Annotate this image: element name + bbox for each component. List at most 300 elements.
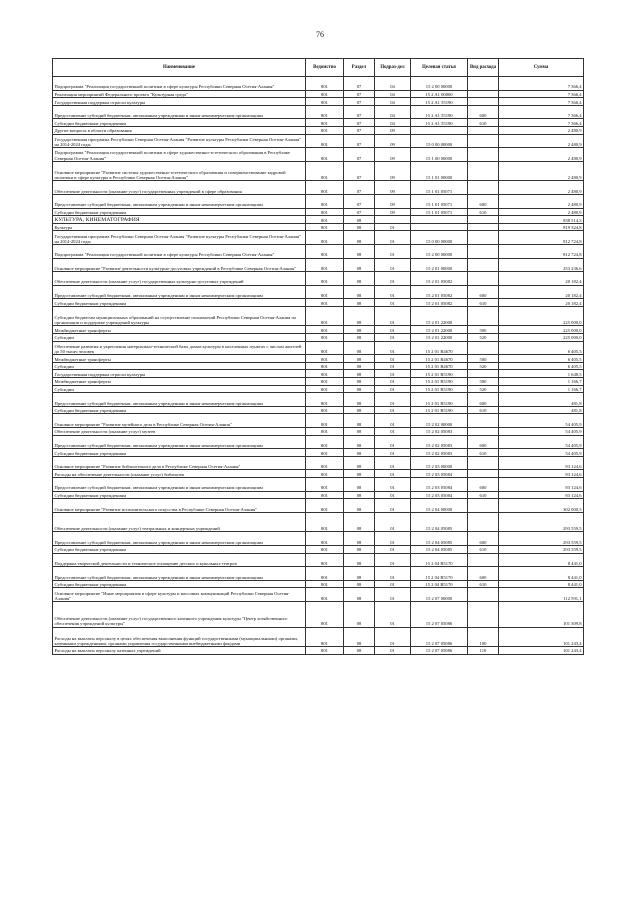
cell-section: 07 [344,194,375,208]
cell-dept: 801 [306,362,344,370]
cell-sum: 2 480,9 [499,126,584,134]
cell-section: 07 [344,98,375,106]
cell-target: 15 0 00 00000 [411,134,468,148]
cell-target: 15 2 04 05085 [411,512,468,532]
cell-target: 15 0 00 00000 [411,231,468,245]
cell-dept: 801 [306,272,344,286]
cell-section: 08 [344,553,375,567]
cell-exp-type: 610 [468,491,499,499]
cell-section: 08 [344,223,375,231]
cell-target: 15 1 01 05071 [411,181,468,195]
cell-sum: 1 648,5 [499,370,584,378]
cell-target: 15 2 01 R5190 [411,393,468,407]
cell-exp-type [468,272,499,286]
cell-dept: 801 [306,378,344,386]
cell-sum: 8 441,0 [499,553,584,567]
cell-name: Предоставление субсидий бюджетным, автономным учреждениям и иным некоммерческим организациям [53,435,306,449]
table-row [53,231,584,245]
cell-dept: 801 [306,627,344,647]
table-row [53,456,584,470]
cell-name: Субсидии [53,385,306,393]
cell-sum: 8 441,0 [499,567,584,581]
cell-dept: 801 [306,208,344,216]
cell-section: 08 [344,449,375,457]
cell-target: 15 2 03 05084 [411,477,468,491]
cell-dept: 801 [306,216,344,224]
table-row [53,393,584,407]
cell-dept: 801 [306,385,344,393]
cell-subsection: 01 [375,545,411,553]
cell-sum: 1 166,7 [499,385,584,393]
cell-name: Расходы на обеспечение деятельности (оказание услуг) библиотек [53,470,306,478]
cell-dept: 801 [306,491,344,499]
cell-exp-type [468,148,499,162]
cell-exp-type: 500 [468,378,499,386]
cell-subsection: 01 [375,362,411,370]
cell-sum: 83 124,6 [499,477,584,491]
cell-subsection: 01 [375,370,411,378]
cell-name: Предоставление субсидий бюджетным, автономным учреждениям и иным некоммерческим организациям [53,105,306,119]
table-row [53,285,584,299]
cell-subsection: 01 [375,334,411,342]
cell-dept: 801 [306,258,344,272]
cell-target: 15 1 00 00000 [411,148,468,162]
cell-dept: 801 [306,545,344,553]
cell-section: 08 [344,299,375,307]
cell-sum: 7 366,4 [499,77,584,91]
cell-subsection: 01 [375,393,411,407]
table-row [53,216,584,224]
cell-section: 07 [344,77,375,91]
table-row [53,428,584,436]
table-row [53,385,584,393]
table-row [53,223,584,231]
cell-sum: 812 724,8 [499,244,584,258]
table-row [53,370,584,378]
cell-name: Субсидии бюджетным учреждениям [53,119,306,127]
cell-exp-type [468,77,499,91]
cell-section: 08 [344,627,375,647]
cell-section: 08 [344,385,375,393]
header-section: Раздел [344,59,375,77]
cell-target: 15 1 01 00000 [411,161,468,181]
cell-sum: 812 724,8 [499,231,584,245]
cell-sum: 2 480,9 [499,148,584,162]
cell-subsection: 01 [375,477,411,491]
cell-name: Межбюджетные трансферты [53,355,306,363]
cell-subsection: 01 [375,491,411,499]
cell-exp-type [468,90,499,98]
cell-exp-type: 600 [468,105,499,119]
cell-subsection: 01 [375,567,411,581]
table-row [53,601,584,627]
cell-name: Основное мероприятие "Развитие музейного дела в Республике Северная Осетия-Алания" [53,414,306,428]
cell-section: 08 [344,601,375,627]
table-row [53,326,584,334]
cell-name: Субсидии бюджетным учреждениям [53,545,306,553]
cell-dept: 801 [306,456,344,470]
cell-sum: 83 124,6 [499,470,584,478]
cell-dept: 801 [306,567,344,581]
header-target: Целевая статья [411,59,468,77]
table-row [53,414,584,428]
cell-name: Расходы на выплаты персоналу в целях обеспечения выполнения функций государственными (муниципальными) органами, казенными учреждениями, органами управления государственными внебюджетными фондами [53,627,306,647]
cell-dept: 801 [306,588,344,602]
cell-dept: 801 [306,435,344,449]
cell-dept: 801 [306,499,344,513]
cell-exp-type [468,161,499,181]
cell-subsection: 01 [375,223,411,231]
cell-dept: 801 [306,105,344,119]
cell-subsection: 01 [375,406,411,414]
table-row [53,406,584,414]
cell-target: 15 2 01 R5190 [411,378,468,386]
cell-exp-type [468,414,499,428]
cell-name: Государственная программа Республики Северная Осетия-Алания "Развитие культуры Республики Северная Осетия-Алания" на 2014-2024 годы [53,231,306,245]
cell-sum: 481,8 [499,393,584,407]
cell-subsection: 01 [375,414,411,428]
cell-subsection: 04 [375,98,411,106]
table-row [53,77,584,91]
cell-target [411,126,468,134]
header-name: Наименование [53,59,306,77]
cell-exp-type [468,98,499,106]
table-row [53,299,584,307]
cell-name: Предоставление субсидий бюджетным, автономным учреждениям и иным некоммерческим организациям [53,532,306,546]
cell-section: 08 [344,334,375,342]
cell-name: Предоставление субсидий бюджетным, автономным учреждениям и иным некоммерческим организациям [53,194,306,208]
cell-section: 08 [344,362,375,370]
cell-exp-type: 600 [468,567,499,581]
cell-section: 07 [344,134,375,148]
cell-section: 07 [344,148,375,162]
cell-name: Предоставление субсидий бюджетным, автономным учреждениям и иным некоммерческим организациям [53,285,306,299]
cell-section: 08 [344,326,375,334]
cell-sum: 6 405,5 [499,362,584,370]
cell-target: 15 2 02 05083 [411,428,468,436]
cell-section: 08 [344,499,375,513]
cell-exp-type: 110 [468,647,499,655]
cell-name: Основное мероприятие "Развитие деятельности культурно-досуговых учреждений в Республике Северная Осетия-Алания" [53,258,306,272]
cell-exp-type [468,341,499,355]
cell-exp-type: 600 [468,477,499,491]
cell-name: Субсидии бюджетным учреждениям [53,299,306,307]
cell-dept: 801 [306,449,344,457]
cell-subsection: 01 [375,326,411,334]
cell-target: 15 2 A1 55190 [411,119,468,127]
cell-sum: 54 405,9 [499,435,584,449]
cell-name: Подпрограмма "Реализация государственной политики в сфере культуры Республики Северная Осетия-Алания" [53,77,306,91]
table-row [53,134,584,148]
cell-exp-type [468,134,499,148]
cell-name: Субсидии [53,334,306,342]
cell-subsection: 01 [375,231,411,245]
cell-sum: 2 480,9 [499,134,584,148]
cell-name: Основное мероприятие "Развитие системы художественно-эстетического образования и совершенствование кадровой политики в сфере культуры в Республике Северная Осетия-Алания" [53,161,306,181]
cell-subsection: 01 [375,449,411,457]
cell-target [411,223,468,231]
cell-subsection: 09 [375,126,411,134]
cell-name: Межбюджетные трансферты [53,326,306,334]
cell-sum: 7 366,4 [499,119,584,127]
cell-dept: 801 [306,148,344,162]
cell-subsection: 01 [375,272,411,286]
cell-subsection: 01 [375,355,411,363]
cell-sum: 293 559,5 [499,545,584,553]
cell-section: 08 [344,231,375,245]
cell-exp-type [468,499,499,513]
cell-dept: 801 [306,161,344,181]
cell-section: 08 [344,406,375,414]
cell-exp-type: 100 [468,627,499,647]
table-row [53,627,584,647]
cell-sum: 1 166,7 [499,378,584,386]
cell-exp-type [468,231,499,245]
cell-name: Поддержка творческой деятельности и техническое оснащение детских и кукольных театров [53,553,306,567]
cell-target: 15 2 01 R4670 [411,362,468,370]
cell-name: Предоставление субсидий бюджетным, автономным учреждениям и иным некоммерческим организациям [53,567,306,581]
cell-target: 15 2 02 05083 [411,449,468,457]
cell-subsection: 09 [375,161,411,181]
table-row [53,553,584,567]
cell-target: 15 2 A1 55190 [411,98,468,106]
cell-section: 07 [344,90,375,98]
cell-dept: 801 [306,580,344,588]
cell-exp-type: 520 [468,334,499,342]
cell-exp-type: 600 [468,194,499,208]
cell-sum: 7 366,4 [499,90,584,98]
cell-sum: 7 366,4 [499,105,584,119]
cell-subsection: 01 [375,378,411,386]
cell-subsection: 01 [375,341,411,355]
cell-section: 08 [344,477,375,491]
cell-subsection: 04 [375,77,411,91]
cell-subsection: 01 [375,601,411,627]
cell-target: 15 2 07 05086 [411,601,468,627]
cell-section: 08 [344,414,375,428]
cell-target: 15 2 01 05082 [411,285,468,299]
cell-subsection: 01 [375,299,411,307]
cell-exp-type [468,470,499,478]
cell-exp-type: 520 [468,362,499,370]
cell-target: 15 2 01 00000 [411,258,468,272]
cell-section: 08 [344,588,375,602]
cell-target: 15 2 01 05082 [411,272,468,286]
cell-sum: 83 124,6 [499,491,584,499]
header-exp-type: Вид расхода [468,59,499,77]
table-row [53,532,584,546]
cell-subsection: 01 [375,580,411,588]
cell-exp-type [468,553,499,567]
table-row [53,148,584,162]
cell-name: Государственная поддержка отрасли культуры [53,370,306,378]
cell-target: 15 2 03 00000 [411,456,468,470]
cell-dept: 801 [306,285,344,299]
cell-name: Субсидии бюджетным учреждениям [53,208,306,216]
cell-dept: 801 [306,601,344,627]
cell-dept: 801 [306,334,344,342]
cell-name: Основное мероприятие "Иные мероприятия в сфере культуры и массовых коммуникаций Республики Северная Осетия-Алания" [53,588,306,602]
cell-exp-type [468,306,499,326]
cell-section: 08 [344,435,375,449]
table-row [53,449,584,457]
cell-dept: 801 [306,393,344,407]
cell-dept: 801 [306,477,344,491]
cell-section: 08 [344,355,375,363]
cell-section: 08 [344,378,375,386]
page-number: 76 [316,30,324,39]
cell-subsection: 01 [375,285,411,299]
cell-name: Государственная программа Республики Северная Осетия-Алания "Развитие культуры Республики Северная Осетия-Алания" на 2014-2024 годы [53,134,306,148]
cell-subsection: 01 [375,470,411,478]
cell-dept: 801 [306,326,344,334]
cell-subsection: 01 [375,553,411,567]
cell-dept: 801 [306,553,344,567]
cell-dept: 801 [306,244,344,258]
cell-section: 08 [344,428,375,436]
cell-subsection: 04 [375,105,411,119]
cell-dept: 801 [306,370,344,378]
cell-target: 15 1 01 05071 [411,208,468,216]
cell-sum: 225 000,0 [499,306,584,326]
cell-sum: 2 480,9 [499,161,584,181]
cell-target: 15 2 01 22000 [411,306,468,326]
cell-target: 15 2 A1 00000 [411,90,468,98]
cell-target: 15 2 01 R5190 [411,406,468,414]
cell-sum: 20 182,4 [499,272,584,286]
cell-dept: 801 [306,406,344,414]
cell-section: 08 [344,244,375,258]
cell-dept: 801 [306,231,344,245]
cell-exp-type: 610 [468,580,499,588]
cell-dept: 801 [306,512,344,532]
cell-subsection: 01 [375,499,411,513]
cell-exp-type [468,216,499,224]
cell-name: Расходы на выплаты персоналу казенных учреждений [53,647,306,655]
cell-section: 07 [344,161,375,181]
table-body [53,77,584,655]
cell-subsection: 01 [375,385,411,393]
cell-sum: 101 309,8 [499,601,584,627]
cell-exp-type: 610 [468,119,499,127]
cell-name: Подпрограмма "Реализация государственной политики в сфере культуры Республики Северная Осетия-Алания" [53,244,306,258]
table-row [53,181,584,195]
table-row [53,244,584,258]
cell-dept: 801 [306,470,344,478]
cell-section: 08 [344,341,375,355]
cell-target: 15 2 07 00000 [411,588,468,602]
cell-sum: 101 243,4 [499,627,584,647]
cell-target: 15 2 04 05085 [411,532,468,546]
table-row [53,194,584,208]
cell-name: Субсидии бюджетным учреждениям [53,491,306,499]
cell-dept: 801 [306,126,344,134]
cell-target: 15 2 02 00000 [411,414,468,428]
table-row [53,435,584,449]
cell-dept: 801 [306,181,344,195]
table-row [53,491,584,499]
table-row [53,272,584,286]
cell-subsection: 01 [375,647,411,655]
cell-exp-type: 600 [468,532,499,546]
cell-sum: 112 591,1 [499,588,584,602]
cell-dept: 801 [306,306,344,326]
cell-exp-type: 610 [468,449,499,457]
cell-name: Субсидии [53,362,306,370]
cell-name: Обеспечение деятельности (оказание услуг) музеев [53,428,306,436]
header-sum: Сумма [499,59,584,77]
cell-section: 08 [344,545,375,553]
cell-section: 08 [344,272,375,286]
cell-sum: 481,8 [499,406,584,414]
table-row [53,126,584,134]
cell-section: 08 [344,567,375,581]
cell-name: Субсидии бюджетам муниципальных образований на осуществление полномочий Республики Северная Осетия-Алания по организации и поддержке учреждений культуры [53,306,306,326]
cell-name: Подпрограмма "Реализация государственной политики в сфере художественно-эстетического образования в Республике Северная Осетия-Алания" [53,148,306,162]
table-row [53,355,584,363]
cell-target: 15 2 04 05085 [411,545,468,553]
cell-name: Обеспечение деятельности (оказание услуг) государственного казенного учреждения культуры "Центр хозяйственного обеспечения учреждений культуры" [53,601,306,627]
cell-subsection: 01 [375,435,411,449]
cell-dept: 801 [306,194,344,208]
cell-section: 08 [344,512,375,532]
cell-target: 15 1 01 05071 [411,194,468,208]
cell-dept: 801 [306,532,344,546]
cell-exp-type [468,428,499,436]
cell-target: 15 2 07 05086 [411,627,468,647]
cell-exp-type [468,223,499,231]
table-row [53,580,584,588]
cell-dept: 801 [306,414,344,428]
cell-subsection [375,216,411,224]
cell-name: Обеспечение деятельности (оказание услуг) государственных учреждений в сфере образования [53,181,306,195]
cell-subsection: 09 [375,181,411,195]
cell-exp-type: 500 [468,355,499,363]
cell-exp-type: 600 [468,285,499,299]
cell-sum: 20 182,4 [499,285,584,299]
cell-subsection: 01 [375,244,411,258]
cell-dept: 801 [306,299,344,307]
cell-exp-type [468,126,499,134]
cell-dept: 801 [306,134,344,148]
cell-sum: 6 405,5 [499,341,584,355]
header-dept: Ведомство [306,59,344,77]
cell-exp-type: 600 [468,393,499,407]
table-row [53,470,584,478]
cell-target: 15 2 01 05082 [411,299,468,307]
cell-target: 15 2 04 R5170 [411,567,468,581]
cell-exp-type: 500 [468,326,499,334]
cell-name: Субсидии бюджетным учреждениям [53,449,306,457]
cell-section: 07 [344,208,375,216]
cell-subsection: 01 [375,306,411,326]
cell-name: Культура [53,223,306,231]
cell-subsection: 01 [375,456,411,470]
table-row [53,334,584,342]
cell-dept: 801 [306,223,344,231]
table-row [53,341,584,355]
cell-sum: 838 514,3 [499,216,584,224]
table-row [53,512,584,532]
cell-target [411,216,468,224]
cell-sum: 54 405,9 [499,414,584,428]
table-row [53,362,584,370]
cell-exp-type [468,244,499,258]
cell-name: Основное мероприятие "Развитие библиотечного дела в Республике Северная Осетия-Алания" [53,456,306,470]
cell-subsection: 01 [375,627,411,647]
table-row [53,306,584,326]
cell-target: 15 2 07 05086 [411,647,468,655]
